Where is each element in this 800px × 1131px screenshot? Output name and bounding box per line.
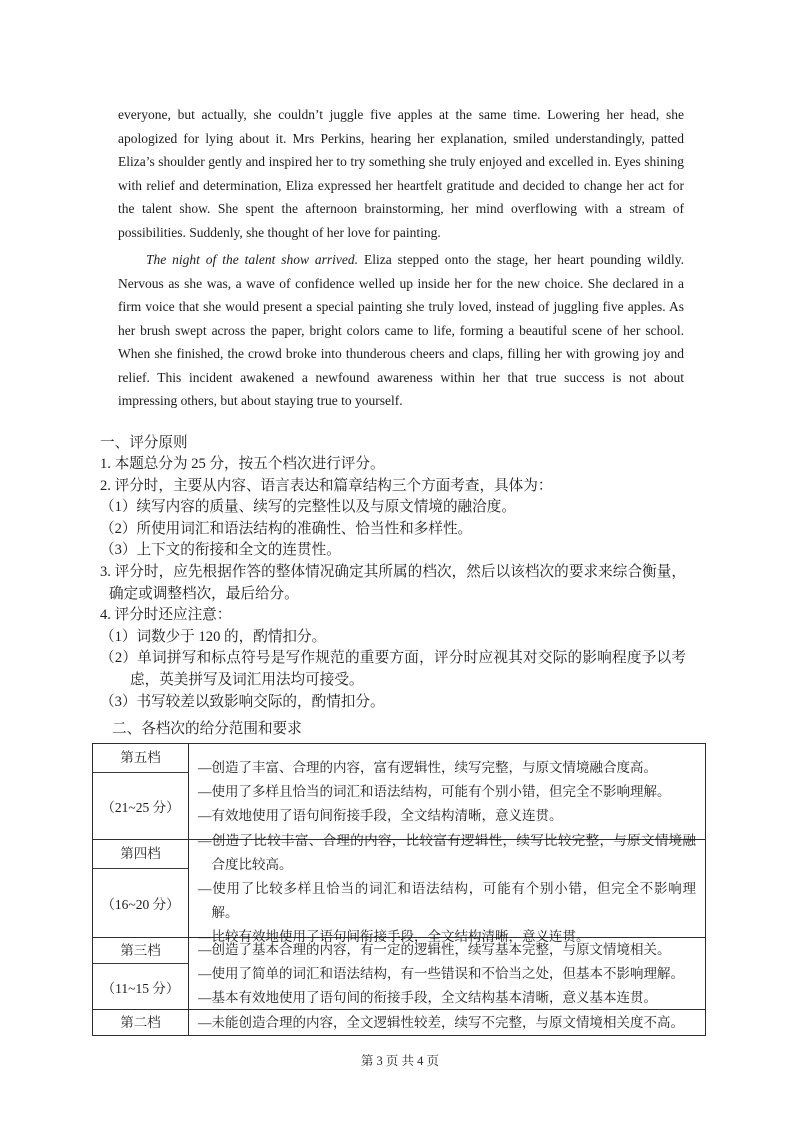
band-3-bullet: —使用了简单的词汇和语法结构，有一些错误和不恰当之处，但基本不影响理解。 [198, 965, 684, 981]
band-5-score-range: （21~25 分） [101, 800, 180, 816]
scoring-principles-title: 一、评分原则 [100, 434, 188, 451]
band-4-bullet: —比较有效地使用了语句间衔接手段，全文结构清晰，意义连贯。 [198, 928, 590, 944]
story-paragraph-1: everyone, but actually, she couldn’t juggle five apples at the same time. Lowering her head, she apologized for lying about it. Mrs Perkins, hearing her explanation, smiled understandingly, patted Eliza’s shoulder gently and inspired her to try something she truly enjoyed and excelled in. Eyes shining with relief and determination, Eliza expressed her heartfelt gratitude and decided to change her act for the talent show. She spent the afternoon brainstorming, her mind overflowing with a stream of possibilities. Suddenly, she thought of her love for painting. [118, 107, 684, 240]
principle-subitem: （3）上下文的衔接和全文的连贯性。 [100, 542, 341, 559]
page-number-footer: 第 3 页 共 4 页 [360, 1054, 440, 1068]
band-4-criteria-cell [189, 832, 705, 944]
table-row-band-4 [93, 832, 705, 944]
band-4-label-cell [93, 840, 189, 937]
band-2-name: 第二档 [120, 1014, 161, 1030]
band-3-bullet: —基本有效地使用了语句间的衔接手段，全文结构基本清晰，意义基本连贯。 [198, 989, 657, 1005]
band-5-criteria-cell [189, 744, 705, 839]
principle-item: 2. 评分时，主要从内容、语言表达和篇章结构三个方面考查，具体为： [100, 477, 553, 494]
band-3-criteria-cell [189, 938, 705, 1009]
principle-subitem: （1）续写内容的质量、续写的完整性以及与原文情境的融洽度。 [100, 499, 516, 516]
story-paragraph-2-italic-lead: The night of the talent show arrived. [146, 252, 359, 267]
band-5-name: 第五档 [93, 744, 188, 773]
band-3-name: 第三档 [93, 938, 188, 964]
principle-subitem: （2）所使用词汇和语法结构的准确性、恰当性和多样性。 [100, 520, 473, 537]
story-paragraph-2 [118, 248, 684, 413]
band-3-label-cell [93, 938, 189, 1009]
band-4-score-range: （16~20 分） [101, 897, 180, 913]
scoring-principles-section [100, 433, 686, 714]
story-paragraph-2-body: Eliza stepped onto the stage, her heart pounding wildly. Nervous as she was, a wave of confidence welled up inside her for the new choice. She declared in a firm voice that she would present a special painting she truly loved, instead of juggling five apples. As her brush swept across the paper, bright colors came to life, forming a beautiful scene of her school. When she finished, the crowd broke into thunderous cheers and claps, filling her with growing joy and relief. This incident awakened a newfound awareness within her that true success is not about impressing others, but about staying true to yourself. [118, 252, 684, 408]
band-2-bullet: —未能创造合理的内容，全文逻辑性较差，续写不完整，与原文情境相关度不高。 [198, 1014, 684, 1030]
table-row-band-2 [93, 1009, 705, 1035]
band-4-bullet: —使用了比较多样且恰当的词汇和语法结构，可能有个别小错，但完全不影响理解。 [198, 880, 696, 920]
band-5-bullet: —创造了丰富、合理的内容，富有逻辑性，续写完整，与原文情境融合度高。 [198, 759, 657, 775]
band-2-criteria-cell [189, 1010, 705, 1035]
principle-subitem: （3）书写较差以致影响交际的，酌情扣分。 [100, 693, 385, 710]
story-continuation [118, 103, 684, 413]
principle-subitem: （2）单词拼写和标点符号是写作规范的重要方面，评分时应视其对交际的影响程度予以考虑，英美拼写及词汇用法均可接受。 [100, 650, 686, 689]
band-4-bullet: —创造了比较丰富、合理的内容，比较富有逻辑性，续写比较完整，与原文情境融合度比较高。 [198, 832, 696, 872]
principle-subitem: （1）词数少于 120 的，酌情扣分。 [100, 628, 327, 645]
principle-item: 3. 评分时，应先根据作答的整体情况确定其所属的档次，然后以该档次的要求来综合衡量，确定或调整档次，最后给分。 [100, 564, 686, 602]
band-2-label-cell [93, 1010, 189, 1035]
table-row-band-5 [93, 744, 705, 839]
band-5-bullet: —使用了多样且恰当的词汇和语法结构，可能有个别小错，但完全不影响理解。 [198, 783, 671, 799]
table-row-band-3 [93, 937, 705, 1009]
principle-item: 4. 评分时还应注意： [100, 607, 232, 624]
band-4-name: 第四档 [93, 840, 188, 869]
scoring-band-table [92, 743, 706, 1036]
band-3-score-range: （11~15 分） [101, 980, 180, 996]
band-table-title: 二、各档次的给分范围和要求 [112, 721, 302, 738]
band-3-bullet: —创造了基本合理的内容，有一定的逻辑性，续写基本完整，与原文情境相关。 [198, 941, 671, 957]
band-5-label-cell [93, 744, 189, 839]
band-5-bullet: —有效地使用了语句间衔接手段，全文结构清晰，意义连贯。 [198, 807, 563, 823]
principle-item: 1. 本题总分为 25 分，按五个档次进行评分。 [100, 456, 385, 473]
